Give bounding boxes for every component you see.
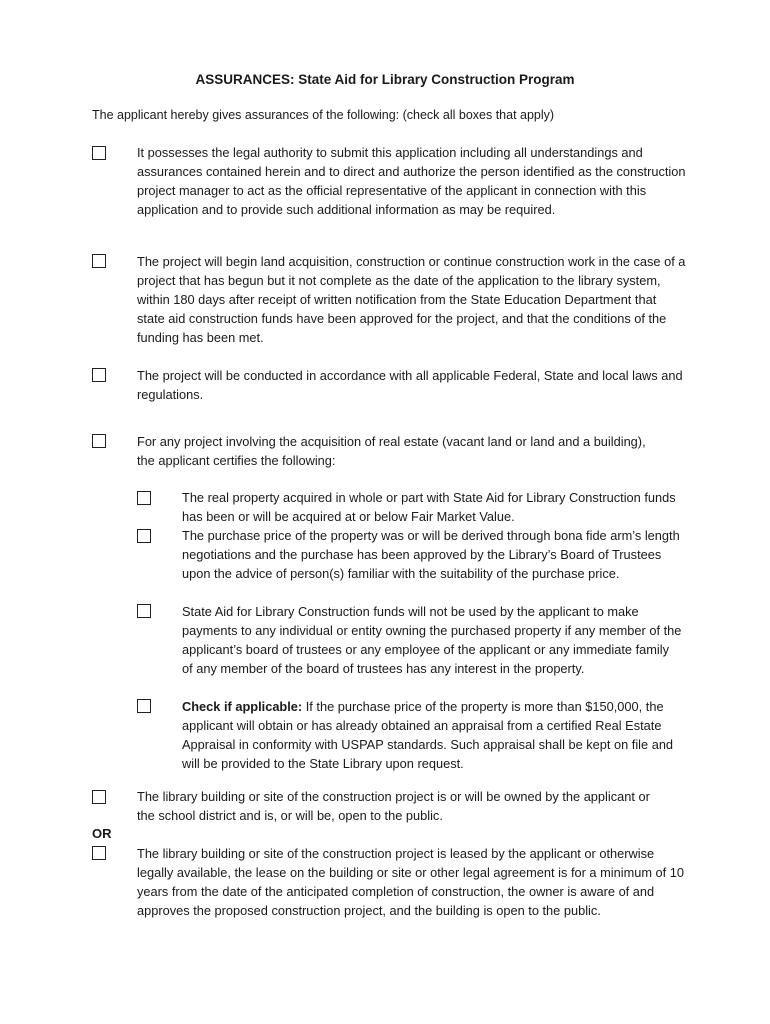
item-real-estate: For any project involving the acquisition of real estate (vacant land or land and a building), the applicant certifies the following:: [137, 434, 646, 468]
subitem-purchase-price: The purchase price of the property was or will be derived through bona fide arm’s length negotiations and the purchase has been approved by the Library’s Board of Trustees upon the advice of person(s) familiar with the suitability of the purchase price.: [182, 528, 680, 581]
checkbox-project-begin[interactable]: [92, 254, 106, 268]
item-leased: The library building or site of the construction project is leased by the applicant or otherwise legally available, the lease on the building or site or other legal agreement is for a minimum of 10 years from the date of the anticipated completion of construction, the owner is aware of and approves the proposed construction project, and the building is open to the public.: [137, 846, 685, 918]
subitem-appraisal: [182, 697, 682, 773]
checkbox-no-payments[interactable]: [137, 604, 151, 618]
item-legal-authority: It possesses the legal authority to submit this application including all understandings and assurances contained herein and to direct and authorize the person identified as the construction project manager to act as the official representative of the applicant in connection with this application and to provide such additional information as may be required.: [137, 145, 686, 217]
item-owned: The library building or site of the construction project is or will be owned by the applicant or the school district and is, or will be, open to the public.: [137, 789, 650, 823]
checkbox-owned[interactable]: [92, 790, 106, 804]
checkbox-legal-authority[interactable]: [92, 146, 106, 160]
checkbox-conducted-accordance[interactable]: [92, 368, 106, 382]
or-label: OR: [92, 826, 112, 841]
checkbox-appraisal[interactable]: [137, 699, 151, 713]
page-title: ASSURANCES: State Aid for Library Construction Program: [195, 72, 575, 87]
checkbox-purchase-price[interactable]: [137, 529, 151, 543]
subitem-fair-market-value: The real property acquired in whole or part with State Aid for Library Construction funds has been or will be acquired at or below Fair Market Value.: [182, 490, 676, 524]
item-project-begin: The project will begin land acquisition, construction or continue construction work in the case of a project that has begun but it not complete as the date of the application to the library system, within 180 days after receipt of written notification from the State Education Department that state aid construction funds have been approved for the project, and that the conditions of the funding has been met.: [137, 254, 686, 345]
checkbox-real-estate[interactable]: [92, 434, 106, 448]
subitem-no-payments: State Aid for Library Construction funds will not be used by the applicant to make payments to any individual or entity owning the purchased property if any member of the applicant’s board of trustees or any employee of the applicant or any immediate family of any member of the board of trustees has any interest in the property.: [182, 604, 682, 676]
intro-text: The applicant hereby gives assurances of the following: (check all boxes that apply): [92, 108, 555, 122]
check-if-applicable-label: Check if applicable:: [182, 699, 303, 714]
checkbox-leased[interactable]: [92, 846, 106, 860]
item-conducted-accordance: The project will be conducted in accordance with all applicable Federal, State and local laws and regulations.: [137, 368, 683, 402]
appraisal-text: If the purchase price of the property is more than $150,000, the applicant will obtain or has already obtained an appraisal from a certified Real Estate Appraisal in conformity with USPAP standards. Such appraisal shall be kept on file and will be provided to the State Library upon request.: [182, 699, 674, 771]
checkbox-fair-market-value[interactable]: [137, 491, 151, 505]
